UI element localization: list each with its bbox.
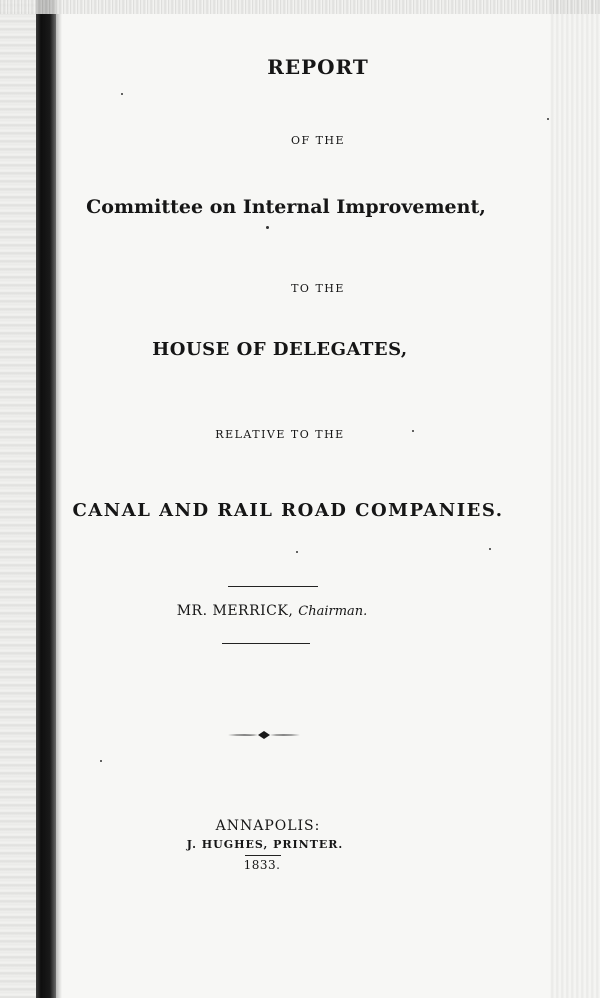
- chairman-role: Chairman.: [298, 604, 368, 619]
- scan-top-edge: [0, 0, 600, 14]
- chairman-line: [0, 603, 572, 619]
- scan-speck: [547, 118, 549, 120]
- divider-rule-bottom: [222, 643, 310, 644]
- scan-speck: [296, 551, 298, 553]
- committee-name: Committee on Internal Improvement,: [86, 196, 486, 218]
- scan-speck: [100, 760, 102, 762]
- of-the-line: OF THE: [290, 134, 346, 147]
- chairman-name: MR. MERRICK,: [176, 603, 294, 619]
- scan-speck: [266, 226, 269, 229]
- divider-rule-top: [228, 586, 318, 587]
- scan-speck: [121, 93, 123, 95]
- relative-to-the-line: RELATIVE TO THE: [215, 428, 345, 441]
- subject-line: CANAL AND RAIL ROAD COMPANIES.: [72, 500, 504, 521]
- scan-speck: [489, 548, 491, 550]
- house-of-delegates: HOUSE OF DELEGATES,: [152, 339, 408, 360]
- report-title: REPORT: [267, 55, 369, 79]
- dash-ornament-icon: [228, 728, 300, 742]
- imprint-year: 1833.: [243, 858, 281, 872]
- imprint-printer: J. HUGHES, PRINTER.: [186, 838, 344, 851]
- scan-speck: [412, 430, 414, 432]
- to-the-line: TO THE: [291, 282, 345, 295]
- imprint-rule: [245, 855, 281, 856]
- imprint-place: ANNAPOLIS:: [215, 818, 321, 834]
